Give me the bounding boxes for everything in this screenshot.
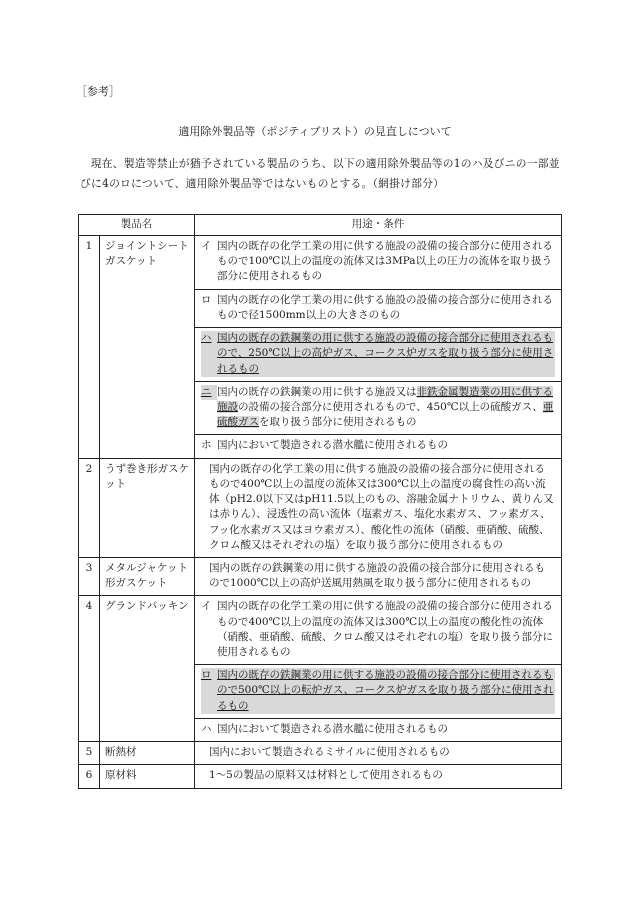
condition-option bbox=[195, 719, 561, 741]
intro-paragraph: 現在、製造等禁止が猶予されている製品のうち、以下の適用除外製品等の1のハ及びニの一部並びに4のロについて、適用除外製品等ではないものとする。（網掛け部分） bbox=[80, 157, 560, 190]
table-row bbox=[79, 596, 562, 742]
products-table bbox=[78, 214, 562, 789]
table-row bbox=[79, 236, 562, 459]
option-text: 国内において製造される潜水艦に使用されるもの bbox=[217, 439, 448, 452]
use-conditions bbox=[195, 596, 562, 742]
row-number: 2 bbox=[79, 458, 100, 557]
option-text: 国内の既存の化学工業の用に供する施設の設備の接合部分に使用されるもので400℃以上の温度の流体又は300℃以上の温度の酸化性の流体（硝酸、亜硝酸、硫酸、クロム酸又はそれぞれの塩）を取り扱う部分に使用されるもの bbox=[217, 600, 553, 659]
condition-option-highlighted bbox=[195, 665, 561, 719]
option-letter: ロ bbox=[201, 293, 212, 306]
option-letter: ホ bbox=[201, 439, 212, 452]
use-conditions bbox=[195, 742, 562, 765]
condition-option bbox=[195, 290, 561, 328]
condition-option bbox=[195, 236, 561, 290]
option-letter: イ bbox=[201, 600, 212, 613]
table-row bbox=[79, 557, 562, 595]
option-text-highlight-b: 非鉄金属製造業の用に供する施設 bbox=[217, 385, 553, 413]
condition-text: 国内の既存の化学工業の用に供する施設の設備の接合部分に使用されるもので400℃以上の温度の流体又は300℃以上の温度の腐食性の高い流体（pH2.0以下又はpH11.5以上のもの、溶融金属ナトリウム、黄りん又は赤りん）、浸透性の高い流体（塩素ガス、塩化水素ガス、フッ素ガス、フッ化水素ガス又はヨウ素ガス）、酸化性の流体（硝酸、亜硝酸、硫酸、クロム酸又はそれぞれの塩）を取り扱う部分に使用されるもの bbox=[209, 462, 554, 551]
use-conditions bbox=[195, 458, 562, 557]
option-text bbox=[217, 385, 555, 431]
product-name: 断熱材 bbox=[100, 742, 195, 765]
option-text: 国内の既存の鉄鋼業の用に供する施設の設備の接合部分に使用されるもので500℃以上の転炉ガス、コークス炉ガスを取り扱う部分に使用されるもの bbox=[217, 668, 555, 714]
product-name: グランドパッキン bbox=[100, 596, 195, 742]
option-text-a: 国内の既存の鉄鋼業の用に供する施設又は bbox=[217, 385, 417, 398]
row-number: 4 bbox=[79, 596, 100, 742]
document-title: 適用除外製品等（ポジティブリスト）の見直しについて bbox=[178, 125, 452, 138]
option-letter: ロ bbox=[201, 668, 217, 714]
reference-label: ［参考］ bbox=[76, 85, 120, 98]
row-number: 1 bbox=[79, 236, 100, 459]
option-text: 国内の既存の化学工業の用に供する施設の設備の接合部分に使用されるもので径1500mm以上の大きさのもの bbox=[217, 293, 553, 321]
option-text-c: の設備の接合部分に使用されるもので、450℃以上の硫酸ガス、 bbox=[238, 400, 543, 413]
product-name: メタルジャケット形ガスケット bbox=[100, 557, 195, 595]
option-text: 国内の既存の化学工業の用に供する施設の設備の接合部分に使用されるもので100℃以上の温度の流体又は3MPa以上の圧力の流体を取り扱う部分に使用されるもの bbox=[217, 240, 553, 283]
header-use: 用途・条件 bbox=[195, 215, 562, 236]
condition-option-highlighted bbox=[195, 328, 561, 382]
option-letter: イ bbox=[201, 240, 212, 252]
use-conditions bbox=[195, 557, 562, 595]
condition-text: 1～5の製品の原料又は材料として使用されるもの bbox=[209, 769, 443, 782]
row-number: 3 bbox=[79, 557, 100, 595]
product-name: うず巻き形ガスケット bbox=[100, 458, 195, 557]
row-number: 5 bbox=[79, 742, 100, 765]
option-letter: ハ bbox=[201, 331, 217, 377]
table-row bbox=[79, 742, 562, 765]
option-letter: ハ bbox=[201, 722, 212, 735]
option-text: 国内において製造される潜水艦に使用されるもの bbox=[217, 722, 448, 735]
option-text: 国内の既存の鉄鋼業の用に供する施設の設備の接合部分に使用されるもので、250℃以上の高炉ガス、コークス炉ガスを取り扱う部分に使用されるもの bbox=[217, 331, 555, 377]
condition-option-partial-highlight bbox=[195, 382, 561, 436]
option-letter: ニ bbox=[201, 385, 217, 400]
table-header-row bbox=[79, 215, 562, 236]
condition-text: 国内において製造されるミサイルに使用されるもの bbox=[209, 746, 450, 759]
row-number: 6 bbox=[79, 765, 100, 788]
option-text-e: を取り扱う部分に使用されるもの bbox=[259, 416, 417, 429]
use-conditions bbox=[195, 765, 562, 788]
option-text-highlight-d: 亜硫酸ガス bbox=[217, 400, 554, 429]
condition-option bbox=[195, 596, 561, 665]
table-row bbox=[79, 765, 562, 788]
use-conditions bbox=[195, 236, 562, 459]
condition-text: 国内の既存の鉄鋼業の用に供する施設の設備の接合部分に使用されるもので1000℃以上の高炉送風用熱風を取り扱う部分に使用されるもの bbox=[209, 561, 545, 590]
table-row bbox=[79, 458, 562, 557]
product-name: ジョイントシートガスケット bbox=[100, 236, 195, 459]
header-product: 製品名 bbox=[79, 215, 195, 236]
condition-option bbox=[195, 435, 561, 457]
product-name: 原材料 bbox=[100, 765, 195, 788]
